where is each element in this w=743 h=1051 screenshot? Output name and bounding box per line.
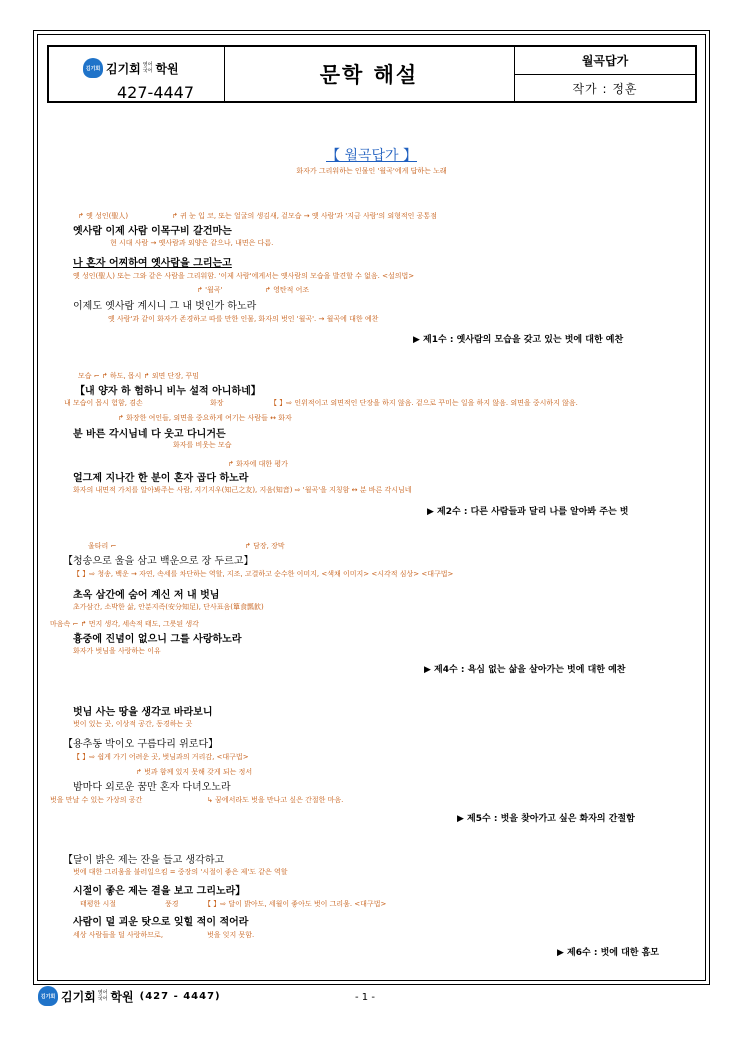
academy-logo (83, 58, 179, 78)
note: 풍경 (165, 900, 179, 908)
note: 태평한 시절 (80, 900, 117, 908)
stanza-summary: ▶ 제4수 : 욕심 없는 삶을 살아가는 벗에 대한 예찬 (424, 665, 626, 675)
poem-subtitle: 화자가 그리워하는 인물인 '월곡'에게 답하는 노래 (296, 167, 447, 175)
footer-academy-suffix: 학원 (110, 989, 134, 1004)
footer-academy-name: 김기회 (61, 989, 96, 1004)
poem-line: 【달이 밝은 제는 잔을 들고 생각하고 (63, 855, 225, 866)
poem-line: 얼그제 지나간 한 분이 혼자 곱다 하노라 (73, 473, 249, 484)
footer-phone: (427 - 4447) (139, 990, 221, 1002)
note: ↱ 화자에 대한 평가 (228, 460, 288, 468)
work-title: 월곡답가 (515, 47, 695, 75)
poem-line: 【내 양자 하 험하니 비누 설적 아니하네】 (75, 386, 261, 397)
poem-line: 사람이 덜 괴운 탓으로 잊힐 적이 적어라 (73, 917, 249, 928)
note: ↳ 꿈에서라도 벗을 만나고 싶은 간절한 마음. (207, 796, 344, 804)
note: ↱ 귀 눈 입 코, 또는 얼굴의 생김새, 겉모습 → 옛 사람'과 '지금 사람'의 외형적인 공통점 (172, 212, 437, 220)
note: 화장 (210, 399, 224, 407)
note: 마음속 ⌐ ↱ 먼지 생각, 세속적 태도, 그릇된 생각 (50, 620, 199, 628)
stanza-summary: ▶ 제5수 : 벗을 찾아가고 싶은 화자의 간절함 (457, 814, 635, 824)
note: 세상 사람들을 덜 사랑하므로, (73, 931, 164, 939)
note: 벗에 대한 그리움을 불러일으킴 = 중장의 '시절이 좋은 제'도 같은 역할 (73, 868, 288, 876)
note: ↱ 벗과 함께 있지 못해 갖게 되는 정서 (136, 768, 253, 776)
stanza-summary: ▶ 제6수 : 벗에 대한 흠모 (557, 948, 660, 958)
note: 화자를 비웃는 모습 (173, 441, 232, 449)
poem-line: 흉중에 진념이 없으니 그를 사랑하노라 (73, 634, 242, 645)
poem-line: 벗님 사는 땅을 생각코 바라보니 (73, 707, 213, 718)
note: 현 시대 사람 → 옛사람과 외양은 같으나, 내면은 다름. (110, 239, 274, 247)
footer-academy-logo (38, 986, 134, 1006)
poem-line: 초옥 삼간에 숨어 계신 저 내 벗님 (73, 590, 220, 601)
stanza-summary: ▶ 제1수 : 옛사람의 모습을 갖고 있는 벗에 대한 예찬 (413, 335, 624, 345)
footer-logo-icon: 김기회 (38, 986, 58, 1006)
academy-logo-icon: 김기회 (83, 58, 103, 78)
academy-suffix: 학원 (155, 61, 179, 76)
note: 벗을 잊지 못함. (207, 931, 255, 939)
academy-name: 김기회 (106, 61, 141, 76)
note: ↱ 화장한 여인들, 외면을 중요하게 여기는 사람들 ↔ 화자 (118, 414, 292, 422)
poem-line: 옛사람 이제 사람 이목구비 갈건마는 (73, 226, 232, 237)
poem-line: 이제도 옛사람 계시니 그 내 벗인가 하노라 (73, 301, 257, 312)
note: ↱ '월곡' (197, 286, 223, 294)
header-table (47, 45, 697, 103)
page-number: - 1 - (355, 992, 375, 1003)
poem-line: 시절이 좋은 제는 곁을 보고 그리노라】 (73, 886, 246, 897)
note: 초가삼간, 소박한 삶, 안분지족(安分知足), 단사표음(簞食瓢飮) (73, 603, 264, 611)
note: 울타리 ⌐ (88, 542, 117, 550)
author: 작가 : 정훈 (572, 81, 638, 96)
note: 【 】⇨ 달이 밝아도, 세월이 좋아도 벗이 그리움. <대구법> (204, 900, 387, 908)
footer-academy-subjects: 영어 국어 (97, 990, 108, 1002)
note: 【 】⇨ 인위적이고 외면적인 단장을 하지 않음. 겉으로 꾸미는 일을 하지 않음. 외면을 중시하지 않음. (270, 399, 578, 407)
poem-line: 나 혼자 어찌하여 옛사람을 그리는고 (73, 258, 232, 269)
note: 벗을 만날 수 있는 가상의 공간 (50, 796, 143, 804)
note: 【 】⇨ 청송, 백운 → 자연, 속세를 차단하는 역할, 지조, 고결하고 순수한 이미지, <색채 이미지> <시각적 심상> <대구법> (73, 570, 454, 578)
poem-line: 【용추동 박이오 구름다리 위로다】 (63, 739, 219, 750)
note: 내 모습이 몹시 험함, 겸손 (64, 399, 143, 407)
note: ↱ 담장, 장막 (245, 542, 285, 550)
stanza-summary: ▶ 제2수 : 다른 사람들과 달리 나를 알아봐 주는 벗 (427, 507, 629, 517)
academy-subjects: 영어 국어 (142, 62, 153, 74)
header-logo-cell (49, 47, 225, 101)
note: 모습 ⌐ ↱ 하도, 몹시 ↱ 외면 단장, 꾸밈 (78, 372, 199, 380)
note: 벗이 있는 곳, 이상적 공간, 동경하는 곳 (73, 720, 193, 728)
note: 화자의 내면적 가치를 알아봐주는 사람, 지기지우(知己之友), 지음(知音) ⇨ '월곡'을 지칭함 ↔ 분 바른 각시님네 (73, 486, 412, 494)
note: 옛 성인(聖人) 또는 그와 같은 사람을 그리워함. '이제 사람'에게서는 옛사람의 모습을 발견할 수 없음. <설의법> (73, 272, 415, 280)
footer-logo (38, 986, 221, 1006)
academy-phone: 427-4447 (117, 83, 195, 102)
note: ↱ 옛 성인(聖人) (78, 212, 129, 220)
poem-title: 【 월곡답가 】 (326, 148, 417, 164)
note: 옛 사람'과 같이 화자가 존경하고 따를 만한 인물, 화자의 벗인 '월곡'. → 월곡에 대한 예찬 (108, 315, 379, 323)
poem-line: 분 바른 각시님네 다 웃고 다니거든 (73, 429, 226, 440)
note: 화자가 벗님을 사랑하는 이유 (73, 647, 161, 655)
poem-line: 밤마다 외로운 꿈만 혼자 다녀오노라 (73, 782, 231, 793)
poem-line: 【청송으로 울을 삼고 백운으로 장 두르고】 (63, 556, 254, 567)
note: ↱ 영탄적 어조 (265, 286, 310, 294)
note: 【 】⇨ 쉽게 가기 어려운 곳, 벗님과의 거리감, <대구법> (73, 753, 249, 761)
doc-type-title: 문학 해설 (224, 47, 515, 101)
